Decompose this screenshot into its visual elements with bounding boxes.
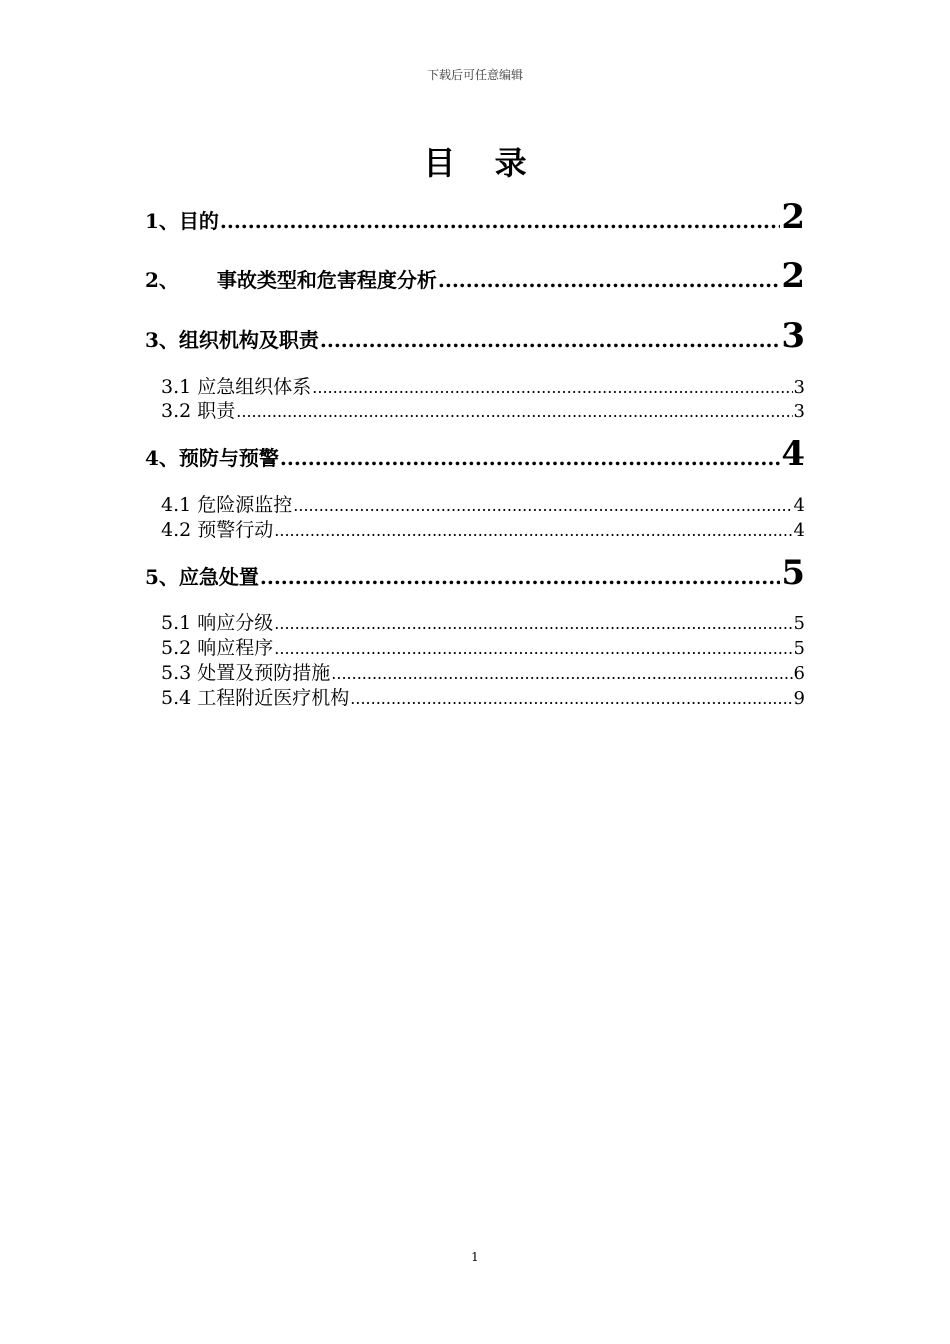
toc-entry-page: 3 — [781, 316, 805, 356]
toc-entry-3-1[interactable] — [161, 372, 805, 399]
toc-entry-label: 应急组织体系 — [197, 376, 312, 398]
toc-entry-number: 5.3 — [161, 662, 192, 684]
page-title: 目 录 — [423, 144, 541, 182]
toc-entry-5-1[interactable] — [161, 608, 805, 635]
toc-entry-3[interactable] — [145, 316, 805, 356]
toc-entry-number: 4.1 — [161, 494, 192, 516]
toc-entry-1[interactable] — [145, 197, 805, 237]
toc-entry-label: 响应分级 — [197, 612, 274, 634]
toc-entry-number: 4.2 — [161, 519, 192, 541]
page-header: 下载后可任意编辑 — [426, 68, 523, 82]
toc-entry-label: 工程附近医疗机构 — [197, 687, 350, 709]
toc-entry-label: 危险源监控 — [197, 494, 293, 516]
toc-entry-5[interactable] — [145, 553, 805, 593]
toc-entry-label: 事故类型和危害程度分析 — [216, 268, 437, 292]
toc-leader-dots — [438, 268, 780, 292]
page-number: 1 — [471, 1250, 479, 1264]
toc-entry-label: 预防与预警 — [178, 446, 279, 470]
toc-entry-page: 3 — [793, 377, 805, 398]
toc-entry-page: 9 — [793, 688, 805, 709]
toc-leader-dots — [274, 521, 792, 540]
toc-entry-page: 3 — [793, 401, 805, 422]
toc-leader-dots — [312, 378, 792, 397]
toc-entry-4[interactable] — [145, 434, 805, 474]
toc-leader-dots — [320, 328, 780, 352]
toc-leader-dots — [236, 402, 792, 421]
toc-entry-label: 响应程序 — [197, 637, 274, 659]
toc-entry-4-1[interactable] — [161, 490, 805, 517]
toc-leader-dots — [274, 614, 792, 633]
toc-entry-label: 预警行动 — [197, 519, 274, 541]
toc-entry-label: 应急处置 — [178, 565, 259, 589]
toc-entry-page: 2 — [781, 256, 805, 296]
toc-entry-number: 3.2 — [161, 400, 192, 422]
toc-entry-5-2[interactable] — [161, 633, 805, 660]
toc-leader-dots — [274, 639, 792, 658]
toc-entry-page: 4 — [781, 434, 805, 474]
toc-entry-page: 2 — [781, 197, 805, 237]
toc-entry-label: 职责 — [197, 400, 236, 422]
toc-leader-dots — [260, 565, 780, 589]
toc-entry-3-2[interactable] — [161, 396, 805, 423]
toc-entry-label: 处置及预防措施 — [197, 662, 331, 684]
toc-entry-5-4[interactable] — [161, 683, 805, 710]
toc-entry-page: 5 — [793, 638, 805, 659]
toc-entry-page: 5 — [793, 613, 805, 634]
toc-entry-number: 1、 — [145, 209, 179, 233]
toc-entry-page: 4 — [793, 520, 805, 541]
toc-entry-page: 5 — [781, 553, 805, 593]
toc-entry-number: 5.4 — [161, 687, 192, 709]
toc-leader-dots — [220, 209, 780, 233]
toc-entry-label: 组织机构及职责 — [178, 328, 319, 352]
toc-entry-number: 5、 — [145, 565, 179, 589]
toc-entry-label: 目的 — [178, 209, 219, 233]
toc-entry-number: 3.1 — [161, 376, 192, 398]
toc-entry-number: 5.1 — [161, 612, 192, 634]
toc-entry-page: 6 — [793, 663, 805, 684]
toc-entry-number: 5.2 — [161, 637, 192, 659]
toc-entry-page: 4 — [793, 495, 805, 516]
toc-entry-4-2[interactable] — [161, 515, 805, 542]
toc-entry-number: 3、 — [145, 328, 179, 352]
toc-entry-2[interactable] — [145, 256, 805, 296]
toc-entry-number: 4、 — [145, 446, 179, 470]
toc-leader-dots — [293, 496, 792, 515]
toc-entry-5-3[interactable] — [161, 658, 805, 685]
toc-leader-dots — [280, 446, 780, 470]
toc-leader-dots — [331, 664, 792, 683]
toc-leader-dots — [350, 689, 792, 708]
toc-entry-number: 2、 — [145, 268, 179, 292]
